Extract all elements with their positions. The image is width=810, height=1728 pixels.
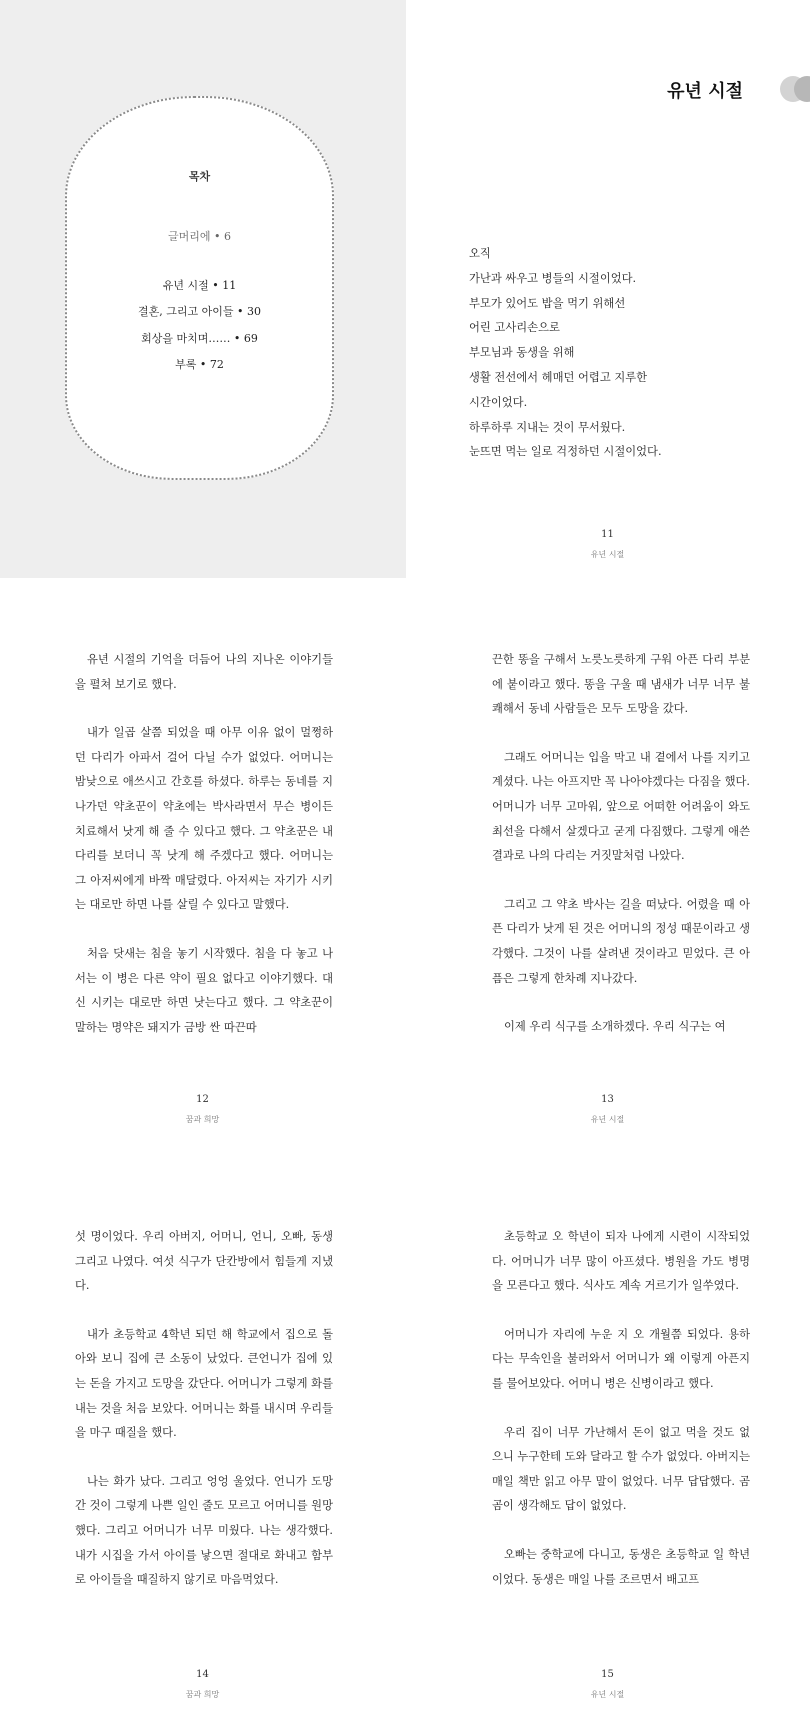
poem-line: 시간이었다. — [469, 395, 528, 409]
page-number: 13 — [601, 1094, 614, 1105]
page-body — [75, 1225, 333, 1617]
chapter-title: 유년 시절 — [667, 81, 743, 102]
paragraph: 어머니가 자리에 누운 지 오 개월쯤 되었다. 용하다는 무속인을 불러와서 어머니가 왜 이렇게 아픈지를 물어보았다. 어머니 병은 신병이라고 했다. — [492, 1327, 750, 1390]
chapter-tab-marker — [780, 76, 810, 102]
page-footer — [0, 1093, 405, 1126]
page-12 — [0, 578, 405, 1153]
page-footer — [0, 1668, 405, 1701]
page-14 — [0, 1153, 405, 1728]
toc-item-childhood: 유년 시절 • 11 — [162, 279, 237, 292]
chapter-poem — [469, 242, 769, 465]
toc-item-appendix: 부록 • 72 — [175, 358, 224, 371]
poem-line: 생활 전선에서 헤매던 어렵고 지루한 — [469, 370, 648, 384]
poem-line: 가난과 싸우고 병들의 시절이었다. — [469, 271, 637, 285]
page-body — [492, 648, 750, 1064]
paragraph: 끈한 똥을 구해서 노릇노릇하게 구워 아픈 다리 부분에 붙이라고 했다. 똥을 구울 때 냄새가 너무 너무 불쾌해서 동네 사람들은 모두 도망을 갔다. — [492, 653, 750, 716]
chapter-opener-page — [405, 0, 810, 578]
paragraph: 초등학교 오 학년이 되자 나에게 시련이 시작되었다. 어머니가 너무 많이 아프셨다. 병원을 가도 병명을 모른다고 했다. 식사도 계속 거르기가 일쑤였다. — [492, 1230, 750, 1293]
running-title: 유년 시절 — [590, 1115, 625, 1124]
page-number: 15 — [601, 1669, 614, 1680]
toc-page — [0, 0, 406, 578]
page-13 — [405, 578, 810, 1153]
running-title: 꿈과 희망 — [185, 1115, 220, 1124]
page-number: 11 — [601, 529, 614, 540]
paragraph: 유년 시절의 기억을 더듬어 나의 지나온 이야기들을 펼쳐 보기로 했다. — [75, 653, 333, 691]
page-number: 14 — [196, 1669, 209, 1680]
paragraph: 내가 일곱 살쯤 되었을 때 아무 이유 없이 멀쩡하던 다리가 아파서 걸어 다닐 수가 없었다. 어머니는 밤낮으로 애쓰시고 간호를 하셨다. 하루는 동네를 지나가던 약초꾼이 약초에는 박사라면서 무슨 병이든 치료해서 낫게 해 줄 수 있다고 했다. 그 약초꾼은 내 다리를 보더니 꼭 낫게 해 주겠다고 했다. 어머니는 그 아저씨에게 바짝 매달렸다. 아저씨는 자기가 시키는 대로만 하면 나를 살릴 수 있다고 말했다. — [75, 726, 333, 912]
paragraph: 나는 화가 났다. 그리고 엉엉 울었다. 언니가 도망간 것이 그렇게 나쁜 일인 줄도 모르고 어머니를 원망했다. 그리고 어머니가 너무 미웠다. 나는 생각했다. 내가 시집을 가서 아이를 낳으면 절대로 화내고 함부로 아이들을 때질하지 않기로 마음먹었다. — [75, 1474, 333, 1587]
toc-item-marriage: 결혼, 그리고 아이들 • 30 — [138, 305, 261, 318]
poem-line: 부모님과 동생을 위해 — [469, 346, 575, 360]
paragraph: 처음 닷새는 침을 놓기 시작했다. 침을 다 놓고 나서는 이 병은 다른 약이 필요 없다고 이야기했다. 대신 시키는 대로만 하면 낫는다고 했다. 그 약초꾼이 말하는 명약은 돼지가 금방 싼 따끈따 — [75, 946, 333, 1034]
toc-item-reflection: 회상을 마치며…… • 69 — [141, 332, 258, 345]
page-15 — [405, 1153, 810, 1728]
page-footer — [405, 1093, 810, 1126]
page-footer — [405, 528, 810, 561]
poem-line: 하루하루 지내는 것이 무서웠다. — [469, 420, 626, 434]
toc-dotted-frame — [65, 96, 334, 480]
paragraph: 그리고 그 약초 박사는 길을 떠났다. 어렸을 때 아픈 다리가 낫게 된 것은 어머니의 정성 때문이라고 생각했다. 그것이 나를 살려낸 것이라고 믿었다. 큰 아픔은 그렇게 한차례 지나갔다. — [492, 897, 750, 985]
paragraph: 그래도 어머니는 입을 막고 내 곁에서 나를 지키고 계셨다. 나는 아프지만 꼭 나아야겠다는 다짐을 했다. 어머니가 너무 고마워, 앞으로 어떠한 어려움이 와도 최선을 다해서 살겠다고 굳게 다짐했다. 그렇게 애쓴 결과로 나의 다리는 거짓말처럼 나았다. — [492, 750, 750, 863]
running-title: 꿈과 희망 — [185, 1690, 220, 1699]
toc-item-preface: 글머리에 • 6 — [168, 230, 231, 243]
page-number: 12 — [196, 1094, 209, 1105]
toc-title: 목차 — [188, 170, 211, 183]
poem-line: 오직 — [469, 247, 491, 260]
paragraph: 오빠는 중학교에 다니고, 동생은 초등학교 일 학년이었다. 동생은 매일 나를 조르면서 배고프 — [492, 1547, 750, 1586]
paragraph: 섯 명이었다. 우리 아버지, 어머니, 언니, 오빠, 동생 그리고 나였다. 여섯 식구가 단칸방에서 힘들게 지냈다. — [75, 1230, 333, 1293]
poem-line: 눈뜨면 먹는 일로 걱정하던 시절이었다. — [469, 445, 662, 459]
poem-line: 부모가 있어도 밥을 먹기 위해선 — [469, 296, 626, 310]
paragraph: 내가 초등학교 4학년 되던 해 학교에서 집으로 돌아와 보니 집에 큰 소동이 났었다. 큰언니가 집에 있는 돈을 가지고 도망을 갔단다. 어머니가 그렇게 화를 내는 것을 처음 보았다. 어머니는 화를 내시며 우리들을 마구 때질을 했다. — [75, 1327, 333, 1440]
page-body — [75, 648, 333, 1064]
paragraph: 이제 우리 식구를 소개하겠다. 우리 식구는 여 — [504, 1020, 726, 1034]
page-footer — [405, 1668, 810, 1701]
running-title: 유년 시절 — [590, 1690, 625, 1699]
poem-line: 어린 고사리손으로 — [469, 321, 560, 335]
page-body — [492, 1225, 750, 1616]
paragraph: 우리 집이 너무 가난해서 돈이 없고 먹을 것도 없으니 누구한테 도와 달라고 할 수가 없었다. 아버지는 매일 책만 읽고 아무 말이 없었다. 너무 답답했다. 곰곰이 생각해도 답이 없었다. — [492, 1425, 750, 1513]
running-title: 유년 시절 — [590, 550, 625, 559]
